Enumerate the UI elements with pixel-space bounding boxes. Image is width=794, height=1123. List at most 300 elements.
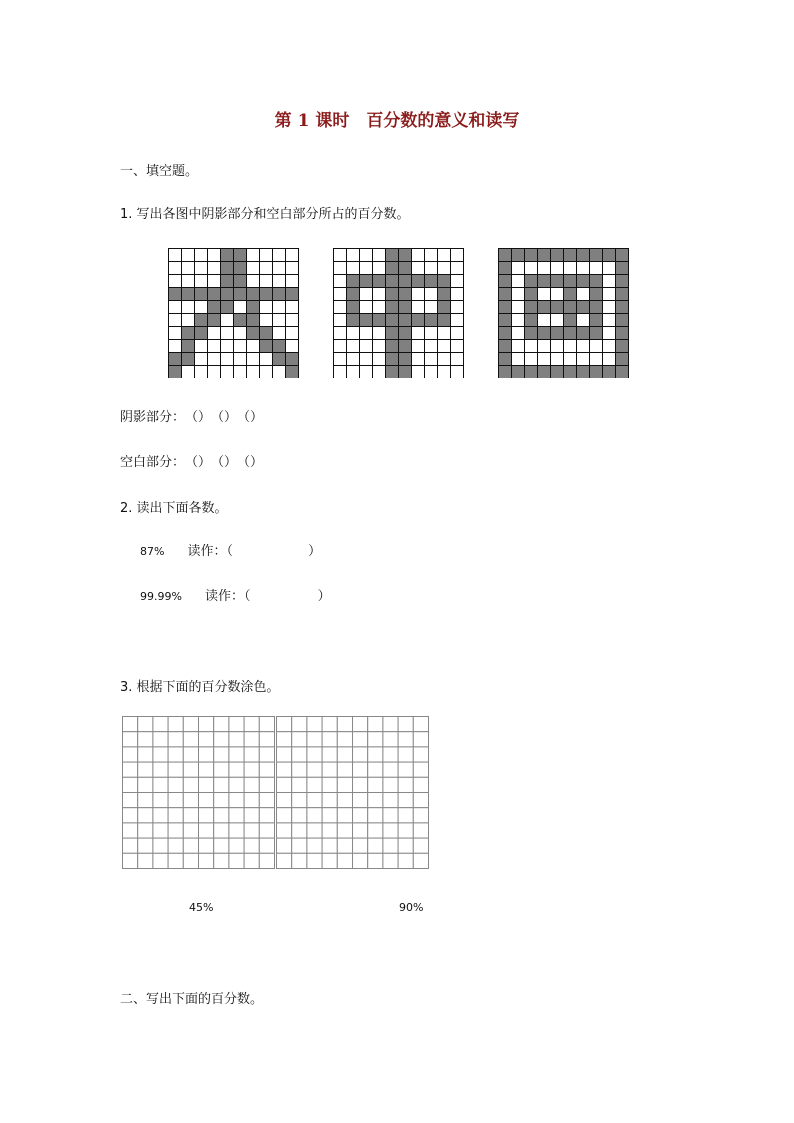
shaded-cell: [399, 288, 412, 301]
shaded-cell: [616, 314, 629, 327]
grid-cell[interactable]: [214, 747, 229, 762]
grid-cell[interactable]: [229, 853, 244, 868]
shaded-cell: [499, 314, 512, 327]
grid-cell[interactable]: [229, 808, 244, 823]
grid-cell[interactable]: [353, 762, 368, 777]
grid-cell[interactable]: [123, 762, 138, 777]
grid-cell[interactable]: [277, 777, 292, 792]
blank-cell: [234, 301, 247, 314]
grid-cell[interactable]: [398, 793, 413, 808]
grid-cell[interactable]: [353, 747, 368, 762]
shaded-cell: [208, 314, 221, 327]
shaded-cell: [373, 275, 386, 288]
grid-cell[interactable]: [353, 793, 368, 808]
blank-cell: [451, 301, 464, 314]
shaded-cell: [551, 366, 564, 379]
grid-cell[interactable]: [153, 762, 168, 777]
grid-cell[interactable]: [214, 853, 229, 868]
blank-cell: [334, 327, 347, 340]
read-item: [140, 585, 331, 604]
grid-cell[interactable]: [322, 823, 337, 838]
shaded-cell: [425, 275, 438, 288]
shaded-cell: [564, 249, 577, 262]
shaded-cell: [577, 301, 590, 314]
blank-cell: [512, 353, 525, 366]
shaded-cell: [412, 314, 425, 327]
grid-cell[interactable]: [138, 717, 153, 732]
blank-cell: [182, 262, 195, 275]
grid-cell[interactable]: [413, 793, 428, 808]
grid-cell[interactable]: [353, 732, 368, 747]
grid-cell[interactable]: [259, 838, 274, 853]
grid-cell[interactable]: [413, 762, 428, 777]
answer-blank[interactable]: （）: [211, 410, 238, 425]
grid-cell[interactable]: [168, 777, 183, 792]
grid-cell[interactable]: [383, 793, 398, 808]
grid-cell[interactable]: [138, 793, 153, 808]
shaded-cell: [221, 249, 234, 262]
grid-cell[interactable]: [123, 823, 138, 838]
answer-blank[interactable]: （）: [211, 455, 238, 470]
grid-cell[interactable]: [199, 823, 214, 838]
grid-cell[interactable]: [168, 762, 183, 777]
grid-cell[interactable]: [277, 808, 292, 823]
grid-cell[interactable]: [413, 838, 428, 853]
grid-cell[interactable]: [353, 838, 368, 853]
grid-cell[interactable]: [183, 732, 198, 747]
blank-cell: [334, 353, 347, 366]
grid-cell[interactable]: [244, 823, 259, 838]
grid-cell[interactable]: [277, 747, 292, 762]
grid-cell[interactable]: [229, 717, 244, 732]
blank-cell: [234, 340, 247, 353]
grid-cell[interactable]: [244, 747, 259, 762]
grid-cell[interactable]: [199, 793, 214, 808]
grid-cell[interactable]: [259, 853, 274, 868]
grid-cell[interactable]: [353, 777, 368, 792]
grid-cell[interactable]: [292, 732, 307, 747]
grid-cell[interactable]: [307, 823, 322, 838]
grid-cell[interactable]: [199, 838, 214, 853]
shaded-cell: [499, 249, 512, 262]
blank-cell: [208, 327, 221, 340]
grid-cell[interactable]: [123, 732, 138, 747]
grid-cell[interactable]: [368, 853, 383, 868]
grid-cell[interactable]: [337, 762, 352, 777]
grid-cell[interactable]: [199, 747, 214, 762]
grid-cell[interactable]: [123, 793, 138, 808]
question-2-label: 2. 读出下面各数。: [120, 501, 228, 516]
blank-cell: [260, 249, 273, 262]
grid-cell[interactable]: [153, 747, 168, 762]
grid-cell[interactable]: [153, 777, 168, 792]
grid-cell[interactable]: [413, 777, 428, 792]
shaded-cell: [169, 353, 182, 366]
grid-cell[interactable]: [183, 823, 198, 838]
blank-cell: [334, 288, 347, 301]
grid-cell[interactable]: [259, 793, 274, 808]
grid-cell[interactable]: [138, 732, 153, 747]
grid-cell[interactable]: [383, 823, 398, 838]
blank-cell: [451, 288, 464, 301]
grid-cell[interactable]: [183, 808, 198, 823]
answer-blank[interactable]: （）: [237, 410, 264, 425]
grid-cell[interactable]: [138, 762, 153, 777]
grid-cell[interactable]: [368, 808, 383, 823]
grid-cell[interactable]: [383, 762, 398, 777]
blank-cell: [373, 249, 386, 262]
grid-cell[interactable]: [277, 853, 292, 868]
grid-cell[interactable]: [277, 793, 292, 808]
grid-cell[interactable]: [277, 838, 292, 853]
grid-cell[interactable]: [322, 853, 337, 868]
shaded-cell: [286, 353, 299, 366]
grid-cell[interactable]: [259, 808, 274, 823]
grid-cell[interactable]: [383, 853, 398, 868]
hundred-grid-90[interactable]: [276, 716, 429, 869]
grid-cell[interactable]: [277, 732, 292, 747]
grid-cell[interactable]: [398, 732, 413, 747]
shaded-cell: [399, 249, 412, 262]
grid-cell[interactable]: [229, 762, 244, 777]
blank-cell: [182, 249, 195, 262]
blank-cell: [438, 249, 451, 262]
blank-cell: [360, 366, 373, 379]
grid-cell[interactable]: [138, 838, 153, 853]
shaded-cell: [273, 288, 286, 301]
blank-cell: [373, 262, 386, 275]
grid-cell[interactable]: [413, 853, 428, 868]
grid-cell[interactable]: [322, 777, 337, 792]
blank-cell: [512, 314, 525, 327]
grid-cell[interactable]: [322, 762, 337, 777]
grid-cell[interactable]: [322, 808, 337, 823]
shaded-cell: [590, 327, 603, 340]
shaded-label: 阴影部分：: [120, 410, 186, 425]
blank-cell: [603, 275, 616, 288]
shaded-cell: [386, 288, 399, 301]
grid-cell[interactable]: [183, 838, 198, 853]
blank-cell: [334, 314, 347, 327]
blank-cell: [234, 327, 247, 340]
blank-cell: [551, 288, 564, 301]
grid-cell[interactable]: [199, 777, 214, 792]
grid-cell[interactable]: [244, 838, 259, 853]
blank-cell: [182, 301, 195, 314]
grid-cell[interactable]: [292, 762, 307, 777]
grid-cell[interactable]: [277, 823, 292, 838]
blank-cell: [451, 353, 464, 366]
shaded-cell: [286, 366, 299, 379]
grid-cell[interactable]: [214, 762, 229, 777]
grid-cell[interactable]: [214, 732, 229, 747]
grid-cell[interactable]: [413, 808, 428, 823]
blank-cell: [412, 327, 425, 340]
grid-cell[interactable]: [413, 732, 428, 747]
grid-cell[interactable]: [292, 793, 307, 808]
grid-cell[interactable]: [138, 777, 153, 792]
grid-cell[interactable]: [413, 717, 428, 732]
blank-cell: [182, 275, 195, 288]
blank-cell: [590, 353, 603, 366]
grid-cell[interactable]: [337, 808, 352, 823]
grid-cell[interactable]: [214, 777, 229, 792]
grid-cell[interactable]: [259, 777, 274, 792]
grid-cell[interactable]: [292, 747, 307, 762]
blank-cell: [347, 327, 360, 340]
grid-cell[interactable]: [259, 747, 274, 762]
grid-cell[interactable]: [244, 808, 259, 823]
grid-cell[interactable]: [168, 747, 183, 762]
shaded-cell: [616, 366, 629, 379]
grid-cell[interactable]: [153, 808, 168, 823]
grid-cell[interactable]: [214, 823, 229, 838]
grid-cell[interactable]: [383, 717, 398, 732]
grid-cell[interactable]: [398, 808, 413, 823]
grid-cell[interactable]: [292, 838, 307, 853]
grid-cell[interactable]: [368, 823, 383, 838]
grid-cell[interactable]: [292, 853, 307, 868]
shaded-cell: [195, 327, 208, 340]
grid-cell[interactable]: [168, 808, 183, 823]
blank-cell: [577, 353, 590, 366]
answer-blank[interactable]: （）: [185, 455, 212, 470]
grid-cell[interactable]: [398, 853, 413, 868]
grid-cell[interactable]: [183, 762, 198, 777]
grid-cell[interactable]: [383, 732, 398, 747]
shaded-cell: [221, 275, 234, 288]
grid-cell[interactable]: [292, 808, 307, 823]
grid-cell[interactable]: [123, 853, 138, 868]
grid-cell[interactable]: [337, 823, 352, 838]
grid-cell[interactable]: [244, 732, 259, 747]
grid-cell[interactable]: [368, 717, 383, 732]
grid-cell[interactable]: [168, 838, 183, 853]
grid-cell[interactable]: [307, 732, 322, 747]
grid-cell[interactable]: [199, 717, 214, 732]
grid-cell[interactable]: [138, 747, 153, 762]
grid-cell[interactable]: [153, 838, 168, 853]
grid-cell[interactable]: [337, 732, 352, 747]
grid-cell[interactable]: [368, 762, 383, 777]
blank-cell: [551, 262, 564, 275]
grid-cell[interactable]: [153, 732, 168, 747]
shaded-cell: [538, 366, 551, 379]
grid-cell[interactable]: [353, 717, 368, 732]
blank-cell: [195, 353, 208, 366]
grid-cell[interactable]: [398, 762, 413, 777]
shaded-cell: [195, 288, 208, 301]
percent-number: 99.99%: [140, 590, 182, 603]
blank-cell: [438, 353, 451, 366]
blank-cell: [438, 340, 451, 353]
grid-cell[interactable]: [398, 823, 413, 838]
shaded-answer-row: [120, 406, 263, 425]
grid-cell[interactable]: [307, 808, 322, 823]
grid-cell[interactable]: [259, 732, 274, 747]
hundred-grid-45[interactable]: [122, 716, 275, 869]
blank-cell: [286, 249, 299, 262]
shaded-cell: [347, 288, 360, 301]
grid-cell[interactable]: [168, 793, 183, 808]
grid-cell[interactable]: [153, 853, 168, 868]
grid-cell[interactable]: [214, 717, 229, 732]
shaded-cell: [386, 301, 399, 314]
grid-cell[interactable]: [368, 793, 383, 808]
grid-cell[interactable]: [322, 838, 337, 853]
grid-cell[interactable]: [199, 853, 214, 868]
shaded-cell: [564, 327, 577, 340]
blank-cell: [221, 366, 234, 379]
shaded-cell: [234, 262, 247, 275]
answer-blank[interactable]: （）: [185, 410, 212, 425]
shaded-cell: [182, 327, 195, 340]
grid-cell[interactable]: [337, 717, 352, 732]
shaded-cell: [525, 366, 538, 379]
grid-cell[interactable]: [413, 747, 428, 762]
blank-cell: [208, 353, 221, 366]
blank-cell: [273, 262, 286, 275]
grid-cell[interactable]: [337, 777, 352, 792]
grid-cell[interactable]: [322, 747, 337, 762]
blank-cell: [525, 353, 538, 366]
grid-cell[interactable]: [123, 717, 138, 732]
grid-cell[interactable]: [353, 853, 368, 868]
shaded-cell: [525, 327, 538, 340]
answer-blank[interactable]: （）: [237, 455, 264, 470]
grid-cell[interactable]: [229, 777, 244, 792]
grid-cell[interactable]: [307, 838, 322, 853]
shaded-cell: [551, 249, 564, 262]
grid-cell[interactable]: [398, 717, 413, 732]
grid-cell[interactable]: [153, 823, 168, 838]
grid-cell[interactable]: [138, 823, 153, 838]
grid-cell[interactable]: [337, 853, 352, 868]
grid-cell[interactable]: [199, 732, 214, 747]
grid-cell[interactable]: [214, 808, 229, 823]
grid-cell[interactable]: [337, 838, 352, 853]
grid-cell[interactable]: [368, 838, 383, 853]
grid-cell[interactable]: [398, 747, 413, 762]
grid-cell[interactable]: [168, 853, 183, 868]
grid-cell[interactable]: [168, 823, 183, 838]
grid-cell[interactable]: [383, 777, 398, 792]
grid-cell[interactable]: [259, 762, 274, 777]
grid-cell[interactable]: [123, 838, 138, 853]
grid-cell[interactable]: [229, 823, 244, 838]
shaded-cell: [386, 366, 399, 379]
grid-cell[interactable]: [322, 793, 337, 808]
grid-cell[interactable]: [413, 823, 428, 838]
grid-cell[interactable]: [292, 777, 307, 792]
grid-cell[interactable]: [307, 793, 322, 808]
grid-cell[interactable]: [259, 823, 274, 838]
grid-cell[interactable]: [322, 732, 337, 747]
grid-cell[interactable]: [337, 793, 352, 808]
grid-cell[interactable]: [244, 793, 259, 808]
blank-cell: [451, 314, 464, 327]
grid-cell[interactable]: [168, 717, 183, 732]
grid-cell[interactable]: [383, 808, 398, 823]
grid-cell[interactable]: [229, 838, 244, 853]
grid-cell[interactable]: [368, 732, 383, 747]
blank-cell: [538, 262, 551, 275]
grid-cell[interactable]: [168, 732, 183, 747]
grid-cell[interactable]: [123, 777, 138, 792]
grid-cell[interactable]: [307, 762, 322, 777]
shaded-cell: [564, 288, 577, 301]
grid-cell[interactable]: [123, 747, 138, 762]
grid-cell[interactable]: [244, 717, 259, 732]
grid-cell[interactable]: [307, 717, 322, 732]
grid-cell[interactable]: [368, 777, 383, 792]
blank-cell: [347, 340, 360, 353]
grid-cell[interactable]: [229, 747, 244, 762]
grid-cell[interactable]: [353, 823, 368, 838]
blank-cell: [286, 275, 299, 288]
grid-cell[interactable]: [398, 838, 413, 853]
grid-cell[interactable]: [292, 823, 307, 838]
grid-cell[interactable]: [398, 777, 413, 792]
blank-cell: [425, 353, 438, 366]
grid-cell[interactable]: [183, 777, 198, 792]
grid-cell[interactable]: [292, 717, 307, 732]
grid-cell[interactable]: [383, 838, 398, 853]
grid-cell[interactable]: [183, 853, 198, 868]
grid-cell[interactable]: [229, 732, 244, 747]
grid-cell[interactable]: [259, 717, 274, 732]
grid-cell[interactable]: [322, 717, 337, 732]
shaded-cell: [590, 301, 603, 314]
grid-cell[interactable]: [337, 747, 352, 762]
grid-cell[interactable]: [183, 747, 198, 762]
grid-cell[interactable]: [123, 808, 138, 823]
grid-cell[interactable]: [244, 777, 259, 792]
grid-cell[interactable]: [368, 747, 383, 762]
grid-cell[interactable]: [353, 808, 368, 823]
grid-cell[interactable]: [183, 793, 198, 808]
grid-cell[interactable]: [138, 808, 153, 823]
grid-cell[interactable]: [307, 747, 322, 762]
grid-cell[interactable]: [277, 762, 292, 777]
shaded-cell: [616, 275, 629, 288]
grid-cell[interactable]: [214, 793, 229, 808]
grid-cell[interactable]: [183, 717, 198, 732]
grid-cell[interactable]: [199, 808, 214, 823]
grid-cell[interactable]: [277, 717, 292, 732]
shaded-cell: [438, 275, 451, 288]
grid-cell[interactable]: [214, 838, 229, 853]
blank-cell: [247, 262, 260, 275]
blank-cell: [373, 353, 386, 366]
grid-cell[interactable]: [153, 793, 168, 808]
grid-cell[interactable]: [229, 793, 244, 808]
blank-cell: [564, 353, 577, 366]
shaded-cell: [577, 249, 590, 262]
grid-cell[interactable]: [244, 853, 259, 868]
grid-cell[interactable]: [307, 853, 322, 868]
grid-cell[interactable]: [199, 762, 214, 777]
shaded-cell: [438, 288, 451, 301]
blank-cell: [273, 275, 286, 288]
blank-answer-row: [120, 451, 263, 470]
grid-cell[interactable]: [383, 747, 398, 762]
grid-cell[interactable]: [307, 777, 322, 792]
grid-cell[interactable]: [244, 762, 259, 777]
grid-cell[interactable]: [153, 717, 168, 732]
blank-cell: [512, 340, 525, 353]
grid-cell[interactable]: [138, 853, 153, 868]
